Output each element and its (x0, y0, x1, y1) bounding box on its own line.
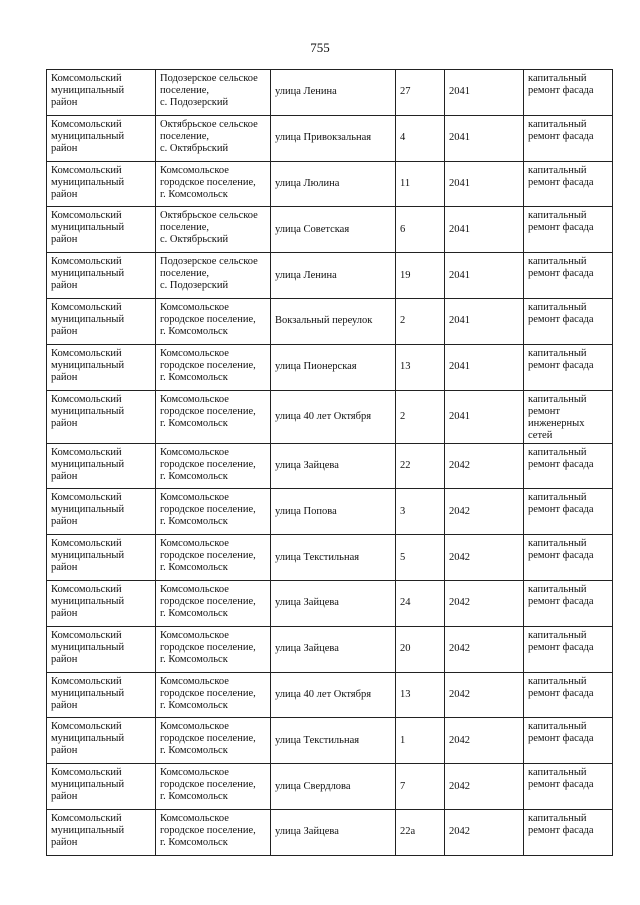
repair-schedule-table (46, 69, 613, 856)
street-cell: Вокзальный переулок (271, 298, 396, 344)
year-cell: 2041 (445, 253, 524, 299)
year-cell: 2042 (445, 443, 524, 489)
house-number-cell: 11 (396, 161, 445, 207)
year-cell: 2042 (445, 535, 524, 581)
district-cell: Комсомольский муниципальный район (47, 161, 156, 207)
table-row (47, 535, 613, 581)
house-number-cell: 19 (396, 253, 445, 299)
street-cell: улица Зайцева (271, 626, 396, 672)
year-cell: 2042 (445, 580, 524, 626)
house-number-cell: 6 (396, 207, 445, 253)
settlement-cell: Комсомольское городское поселение, г. Комсомольск (156, 443, 271, 489)
district-cell: Комсомольский муниципальный район (47, 70, 156, 116)
settlement-cell: Октябрьское сельское поселение, с. Октябрьский (156, 115, 271, 161)
work-type-cell: капитальный ремонт фасада (524, 626, 613, 672)
district-cell: Комсомольский муниципальный район (47, 298, 156, 344)
work-type-cell: капитальный ремонт фасада (524, 718, 613, 764)
table-row (47, 344, 613, 390)
street-cell: улица Текстильная (271, 535, 396, 581)
table-row (47, 390, 613, 443)
settlement-cell: Подозерское сельское поселение, с. Подозерский (156, 70, 271, 116)
district-cell: Комсомольский муниципальный район (47, 809, 156, 855)
table-row (47, 764, 613, 810)
street-cell: улица Ленина (271, 70, 396, 116)
settlement-cell: Комсомольское городское поселение, г. Комсомольск (156, 580, 271, 626)
district-cell: Комсомольский муниципальный район (47, 764, 156, 810)
house-number-cell: 13 (396, 672, 445, 718)
year-cell: 2042 (445, 672, 524, 718)
street-cell: улица 40 лет Октября (271, 390, 396, 443)
house-number-cell: 3 (396, 489, 445, 535)
settlement-cell: Комсомольское городское поселение, г. Комсомольск (156, 161, 271, 207)
settlement-cell: Комсомольское городское поселение, г. Комсомольск (156, 809, 271, 855)
street-cell: улица Зайцева (271, 443, 396, 489)
street-cell: улица Свердлова (271, 764, 396, 810)
table-row (47, 161, 613, 207)
settlement-cell: Комсомольское городское поселение, г. Комсомольск (156, 298, 271, 344)
year-cell: 2042 (445, 764, 524, 810)
settlement-cell: Комсомольское городское поселение, г. Комсомольск (156, 344, 271, 390)
table-row (47, 298, 613, 344)
house-number-cell: 24 (396, 580, 445, 626)
house-number-cell: 1 (396, 718, 445, 764)
settlement-cell: Подозерское сельское поселение, с. Подозерский (156, 253, 271, 299)
house-number-cell: 4 (396, 115, 445, 161)
street-cell: улица Привокзальная (271, 115, 396, 161)
work-type-cell: капитальный ремонт фасада (524, 344, 613, 390)
year-cell: 2041 (445, 115, 524, 161)
district-cell: Комсомольский муниципальный район (47, 535, 156, 581)
street-cell: улица Зайцева (271, 580, 396, 626)
street-cell: улица Текстильная (271, 718, 396, 764)
settlement-cell: Комсомольское городское поселение, г. Комсомольск (156, 764, 271, 810)
table-row (47, 626, 613, 672)
house-number-cell: 13 (396, 344, 445, 390)
year-cell: 2041 (445, 161, 524, 207)
page-number: 755 (310, 40, 330, 55)
work-type-cell: капитальный ремонт фасада (524, 443, 613, 489)
district-cell: Комсомольский муниципальный район (47, 390, 156, 443)
work-type-cell: капитальный ремонт фасада (524, 764, 613, 810)
street-cell: улица Ленина (271, 253, 396, 299)
street-cell: улица Люлина (271, 161, 396, 207)
house-number-cell: 22 (396, 443, 445, 489)
table-row (47, 70, 613, 116)
district-cell: Комсомольский муниципальный район (47, 580, 156, 626)
work-type-cell: капитальный ремонт фасада (524, 253, 613, 299)
district-cell: Комсомольский муниципальный район (47, 489, 156, 535)
work-type-cell: капитальный ремонт фасада (524, 298, 613, 344)
year-cell: 2042 (445, 809, 524, 855)
work-type-cell: капитальный ремонт фасада (524, 115, 613, 161)
street-cell: улица 40 лет Октября (271, 672, 396, 718)
house-number-cell: 5 (396, 535, 445, 581)
table-row (47, 489, 613, 535)
table-row (47, 207, 613, 253)
house-number-cell: 2 (396, 390, 445, 443)
house-number-cell: 2 (396, 298, 445, 344)
year-cell: 2041 (445, 390, 524, 443)
table-row (47, 115, 613, 161)
table-row (47, 718, 613, 764)
year-cell: 2042 (445, 489, 524, 535)
table-row (47, 443, 613, 489)
work-type-cell: капитальный ремонт фасада (524, 580, 613, 626)
house-number-cell: 7 (396, 764, 445, 810)
settlement-cell: Комсомольское городское поселение, г. Комсомольск (156, 626, 271, 672)
table-row (47, 253, 613, 299)
work-type-cell: капитальный ремонт фасада (524, 535, 613, 581)
work-type-cell: капитальный ремонт фасада (524, 161, 613, 207)
settlement-cell: Октябрьское сельское поселение, с. Октябрьский (156, 207, 271, 253)
work-type-cell: капитальный ремонт инженерных сетей (524, 390, 613, 443)
settlement-cell: Комсомольское городское поселение, г. Комсомольск (156, 672, 271, 718)
table-body (47, 70, 613, 856)
district-cell: Комсомольский муниципальный район (47, 626, 156, 672)
year-cell: 2041 (445, 344, 524, 390)
district-cell: Комсомольский муниципальный район (47, 672, 156, 718)
street-cell: улица Советская (271, 207, 396, 253)
work-type-cell: капитальный ремонт фасада (524, 70, 613, 116)
district-cell: Комсомольский муниципальный район (47, 344, 156, 390)
district-cell: Комсомольский муниципальный район (47, 443, 156, 489)
table-row (47, 580, 613, 626)
year-cell: 2041 (445, 70, 524, 116)
street-cell: улица Пионерская (271, 344, 396, 390)
settlement-cell: Комсомольское городское поселение, г. Комсомольск (156, 390, 271, 443)
settlement-cell: Комсомольское городское поселение, г. Комсомольск (156, 718, 271, 764)
table-row (47, 809, 613, 855)
settlement-cell: Комсомольское городское поселение, г. Комсомольск (156, 489, 271, 535)
district-cell: Комсомольский муниципальный район (47, 115, 156, 161)
settlement-cell: Комсомольское городское поселение, г. Комсомольск (156, 535, 271, 581)
district-cell: Комсомольский муниципальный район (47, 253, 156, 299)
year-cell: 2041 (445, 207, 524, 253)
work-type-cell: капитальный ремонт фасада (524, 489, 613, 535)
house-number-cell: 27 (396, 70, 445, 116)
year-cell: 2042 (445, 626, 524, 672)
year-cell: 2041 (445, 298, 524, 344)
work-type-cell: капитальный ремонт фасада (524, 809, 613, 855)
year-cell: 2042 (445, 718, 524, 764)
table-row (47, 672, 613, 718)
house-number-cell: 20 (396, 626, 445, 672)
work-type-cell: капитальный ремонт фасада (524, 207, 613, 253)
district-cell: Комсомольский муниципальный район (47, 207, 156, 253)
work-type-cell: капитальный ремонт фасада (524, 672, 613, 718)
house-number-cell: 22а (396, 809, 445, 855)
district-cell: Комсомольский муниципальный район (47, 718, 156, 764)
street-cell: улица Зайцева (271, 809, 396, 855)
street-cell: улица Попова (271, 489, 396, 535)
